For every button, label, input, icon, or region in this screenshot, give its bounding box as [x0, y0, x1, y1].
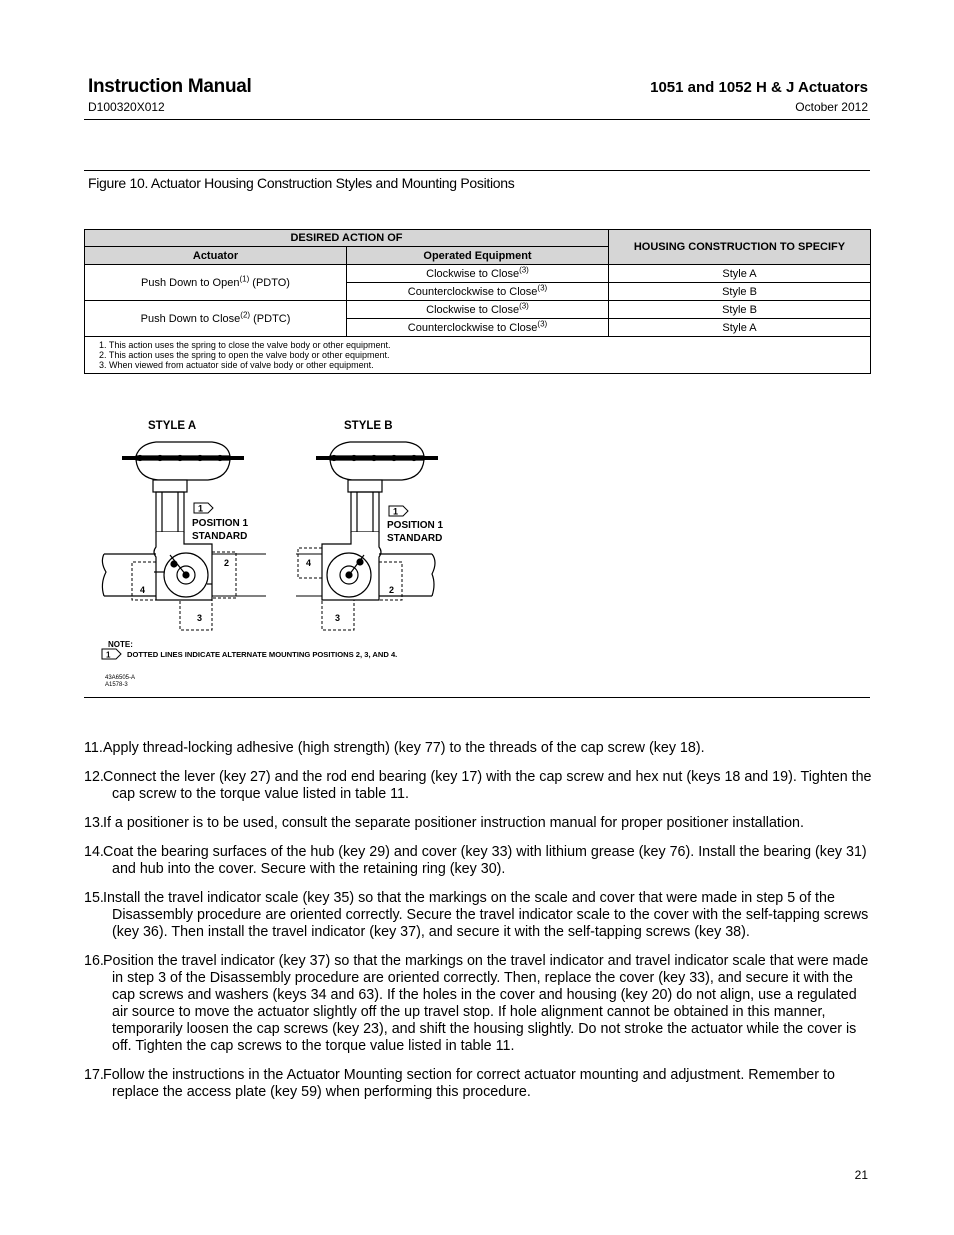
- header-rule: [84, 119, 870, 120]
- header-operated-equipment: Operated Equipment: [347, 247, 609, 265]
- header-actuator: Actuator: [85, 247, 347, 265]
- style-a-label: STYLE A: [148, 420, 197, 432]
- standard-label-a: STANDARD: [192, 531, 248, 542]
- cell-equipment: Clockwise to Close$^{(3)}$: [347, 265, 609, 283]
- ref-code-1: 43A6505-A: [105, 675, 136, 681]
- document-number: D100320X012: [88, 100, 165, 114]
- cell-style: Style B: [609, 301, 871, 319]
- cell-pdto: Push Down to Open$^{(1)}$ (PDTO): [85, 265, 347, 301]
- figure-bottom-rule: [84, 697, 870, 698]
- standard-label-b: STANDARD: [387, 533, 443, 544]
- table-note-1: 1. This action uses the spring to close the valve body or other equipment.: [99, 340, 391, 350]
- callout-style-b: [389, 506, 408, 517]
- note-label: NOTE:: [108, 640, 133, 649]
- list-item: 17. Follow the instructions in the Actuator Mounting section for correct actuator mounting and adjustment. Remember to replace the access plate (key 59) when performing this procedure.: [84, 1067, 835, 1100]
- position-2-label-b: 2: [389, 585, 395, 595]
- table-row: [85, 265, 871, 283]
- list-item: 13. If a positioner is to be used, consult the separate positioner instruction manual for proper positioner installation.: [84, 815, 804, 831]
- position-3-label-b: 3: [335, 613, 341, 623]
- list-item: 15. Install the travel indicator scale (key 35) so that the markings on the scale and cover that were made in step 5 of the Disassembly procedure are oriented correctly. Secure the travel indicator scale to the cover with the self-tapping screws (key 36). Then install the travel indicator (key 37), and secure it with the self-tapping screws (key 38).: [84, 890, 869, 940]
- svg-text:1: 1: [393, 506, 399, 517]
- list-item: 11. Apply thread-locking adhesive (high strength) (key 77) to the threads of the cap screw (key 18).: [84, 740, 705, 756]
- position-2-label-a: 2: [224, 558, 230, 568]
- table-note-3: 3. When viewed from actuator side of valve body or other equipment.: [99, 360, 374, 370]
- list-item: 16. Position the travel indicator (key 37) so that the markings on the travel indicator and travel indicator scale that were made in step 3 of the Disassembly procedure are oriented correctly. Then, replace the cover (key 33), and secure it with the cap screws and washers (keys 34 and 63). If the holes in the cover and housing (key 20) do not align, use a regulated air source to move the actuator slightly off the up travel stop. If hole alignment cannot be obtained in this manner, temporarily loosen the cap screws (key 23), and shift the housing slightly. Do not stroke the actuator while the cover is off. Tighten the cap screws to the torque value listed in table 11.: [84, 953, 869, 1054]
- note-callout: [102, 649, 121, 660]
- page-number: 21: [854, 1168, 868, 1182]
- table-notes: [85, 337, 871, 374]
- cell-equipment: Counterclockwise to Close$^{(3)}$: [347, 283, 609, 301]
- list-item: 14. Coat the bearing surfaces of the hub (key 29) and cover (key 33) with lithium grease (key 76). Install the bearing (key 31) and hub into the cover. Secure with the retaining ring (key 30).: [84, 844, 867, 877]
- callout-style-a: [194, 503, 213, 514]
- figure-title: Figure 10. Actuator Housing Construction Styles and Mounting Positions: [88, 175, 515, 191]
- position-4-label-b: 4: [306, 558, 312, 568]
- position-label-a: POSITION 1: [192, 518, 249, 529]
- cell-style: Style A: [609, 319, 871, 337]
- style-b-label: STYLE B: [344, 420, 393, 432]
- figure-top-rule: [84, 170, 870, 171]
- table-note-2: 2. This action uses the spring to open the valve body or other equipment.: [99, 350, 390, 360]
- position-4-label-a: 4: [140, 585, 146, 595]
- position-3-label-a: 3: [197, 613, 203, 623]
- note-text: DOTTED LINES INDICATE ALTERNATE MOUNTING POSITIONS 2, 3, AND 4.: [127, 650, 398, 659]
- svg-text:1: 1: [198, 503, 204, 514]
- cell-pdtc: Push Down to Close$^{(2)}$ (PDTC): [85, 301, 347, 337]
- publication-date: October 2012: [795, 100, 868, 114]
- cell-style: Style A: [609, 265, 871, 283]
- header-desired-action: DESIRED ACTION OF: [85, 230, 609, 247]
- table-row: [85, 301, 871, 319]
- actuator-mounting-diagram: [96, 412, 456, 692]
- list-item: 12. Connect the lever (key 27) and the rod end bearing (key 17) with the cap screw and hex nut (keys 18 and 19). Tighten the cap screw to the torque value listed in table 11.: [84, 769, 872, 802]
- ref-code-2: A1578-3: [105, 682, 128, 688]
- position-label-b: POSITION 1: [387, 520, 444, 531]
- svg-text:1: 1: [106, 650, 111, 660]
- header-housing-construction: HOUSING CONSTRUCTION TO SPECIFY: [609, 230, 871, 265]
- cell-equipment: Counterclockwise to Close$^{(3)}$: [347, 319, 609, 337]
- cell-equipment: Clockwise to Close$^{(3)}$: [347, 301, 609, 319]
- housing-construction-table: [84, 229, 871, 374]
- procedure-steps: [84, 740, 874, 1113]
- manual-title: Instruction Manual: [88, 76, 252, 97]
- cell-style: Style B: [609, 283, 871, 301]
- product-title: 1051 and 1052 H & J Actuators: [650, 79, 868, 96]
